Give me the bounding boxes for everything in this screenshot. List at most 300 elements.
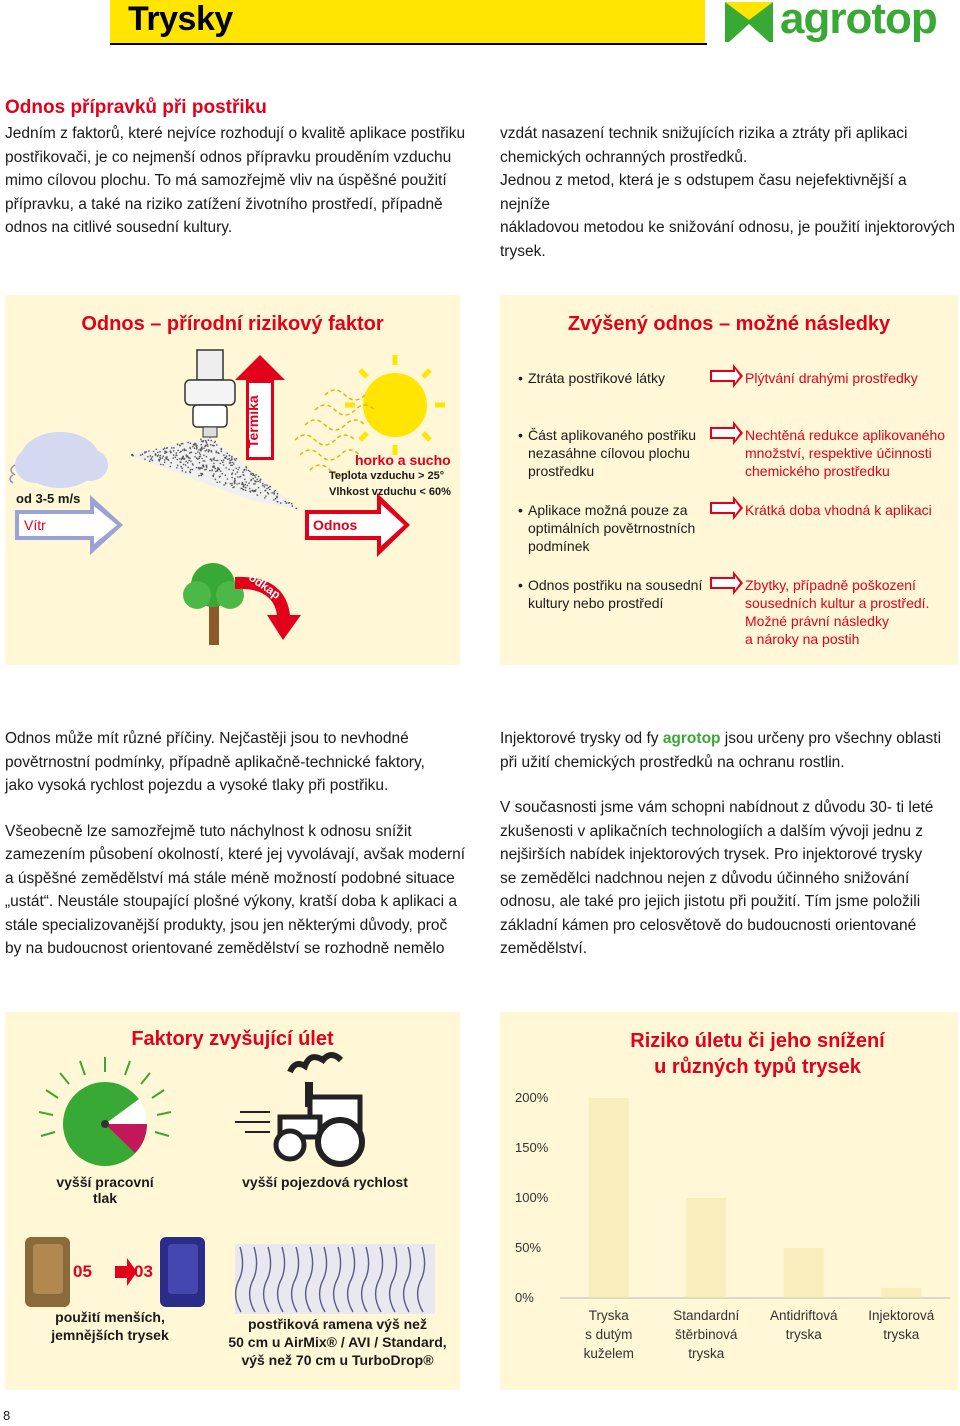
spray-droplet — [184, 448, 186, 450]
spray-droplet — [212, 458, 214, 460]
spray-droplet — [223, 454, 225, 456]
nozzle-05-icon — [25, 1237, 70, 1307]
body-line: Všeobecně lze samozřejmě tuto náchylnost k odnosu snížit — [5, 822, 412, 840]
spray-droplet — [249, 471, 251, 473]
spray-droplet — [257, 481, 259, 483]
label-line: postřiková ramena výš než — [248, 1316, 427, 1332]
spray-droplet — [164, 459, 166, 461]
nozzle-icon — [185, 350, 235, 437]
spray-droplet — [182, 457, 184, 459]
spray-droplet — [144, 451, 146, 453]
bar — [881, 1288, 921, 1298]
spray-droplet — [235, 468, 237, 470]
header-rule — [110, 43, 707, 45]
spray-droplet — [242, 471, 244, 473]
spray-droplet — [221, 448, 223, 450]
header-stub — [0, 0, 110, 45]
spray-droplet — [246, 467, 248, 469]
spray-droplet — [173, 450, 175, 452]
spray-droplet — [208, 439, 210, 441]
body-line: a úspěšné zemědělství má stále méně možností podobné situace — [5, 869, 455, 887]
intro-right-line: chemických ochranných prostředků. — [500, 148, 748, 166]
spray-droplet — [192, 464, 194, 466]
effect-line: Plýtvání drahými prostředky — [745, 370, 918, 386]
spray-droplet — [182, 470, 184, 472]
spray-droplet — [264, 497, 266, 499]
spray-droplet — [165, 457, 167, 459]
spray-droplet — [206, 465, 208, 467]
spray-droplet — [182, 449, 184, 451]
spray-droplet — [233, 463, 235, 465]
x-category-line: kuželem — [583, 1346, 634, 1361]
spray-droplet — [234, 481, 236, 483]
spray-droplet — [237, 471, 239, 473]
spray-droplet — [200, 439, 202, 441]
body-right-text — [500, 727, 955, 961]
spray-droplet — [229, 458, 231, 460]
spray-droplet — [209, 470, 211, 472]
spray-droplet — [266, 484, 268, 486]
x-category-line: tryska — [688, 1346, 725, 1361]
effect-item — [745, 369, 955, 387]
intro-left-line: přípravku, a také na riziko zatížení životního prostředí, případně — [5, 195, 443, 213]
spray-droplet — [265, 490, 267, 492]
effect-line: sousedních kultur a prostředí. — [745, 595, 930, 611]
spray-droplet — [219, 476, 221, 478]
spray-droplet — [205, 445, 207, 447]
arrow-icon — [710, 571, 743, 595]
effect-line: a nároky na postih — [745, 631, 860, 647]
spray-droplet — [248, 470, 250, 472]
spray-droplet — [151, 457, 153, 459]
spray-droplet — [231, 474, 233, 476]
spray-droplet — [258, 487, 260, 489]
body-line: základní kámen pro celosvětově do budoucnosti orientované — [500, 916, 917, 934]
agrotop-logo-icon — [725, 2, 773, 42]
label-line: jemnějších trysek — [51, 1327, 169, 1343]
body-line: „ustát“. Neustále stoupající plošné výkony, kratší doba k aplikaci a — [5, 893, 458, 910]
spray-droplet — [227, 478, 229, 480]
spray-droplet — [217, 482, 219, 484]
spray-droplet — [239, 476, 241, 478]
body-line: odnosu, ale také pro jejich jistotu při použití. Tím jsme položili — [500, 893, 921, 910]
spray-droplet — [197, 451, 199, 453]
spray-droplet — [252, 490, 254, 492]
spray-droplet — [227, 458, 229, 460]
spray-droplet — [191, 469, 193, 471]
temperature-label: Teplota vzduchu > 25° — [329, 470, 445, 482]
spray-droplet — [223, 459, 225, 461]
spray-droplet — [238, 483, 240, 485]
boom-height-label — [215, 1315, 460, 1369]
spray-droplet — [205, 469, 207, 471]
body-line: nejširších nabídek injektorových trysek. Pro injektorové trysky — [500, 846, 923, 863]
spray-droplet — [196, 467, 198, 469]
spray-cone — [130, 437, 300, 510]
spray-droplet — [202, 474, 204, 476]
spray-droplet — [209, 436, 211, 438]
arrow-icon — [710, 364, 743, 388]
spray-droplet — [267, 492, 269, 494]
spray-droplet — [200, 448, 202, 450]
spray-droplet — [274, 491, 276, 493]
intro-right-line: Jednou z metod, která je s odstupem času nejefektivnější a nejníže — [500, 172, 907, 213]
tree-icon — [183, 563, 244, 645]
spray-droplet — [164, 447, 166, 449]
spray-droplet — [164, 452, 166, 454]
spray-droplet — [219, 481, 221, 483]
spray-droplet — [255, 481, 257, 483]
spray-droplet — [170, 452, 172, 454]
spray-droplet — [231, 459, 233, 461]
spray-droplet — [228, 469, 230, 471]
wind-label: Vítr — [24, 517, 46, 533]
spray-droplet — [273, 492, 275, 494]
spray-droplet — [180, 461, 182, 463]
spray-droplet — [231, 485, 233, 487]
spray-droplet — [162, 457, 164, 459]
spray-droplet — [177, 465, 179, 467]
spray-droplet — [196, 457, 198, 459]
spray-droplet — [162, 464, 164, 466]
drip-label: odkap — [246, 570, 284, 602]
spray-droplet — [190, 443, 192, 445]
spray-droplet — [149, 460, 151, 462]
spray-droplet — [230, 462, 232, 464]
spray-droplet — [215, 479, 217, 481]
spray-droplet — [221, 460, 223, 462]
spray-droplet — [204, 469, 206, 471]
spray-droplet — [237, 469, 239, 471]
x-category-line: Antidriftová — [769, 1308, 838, 1323]
spray-droplet — [295, 508, 297, 510]
spray-droplet — [245, 469, 247, 471]
spray-droplet — [231, 456, 233, 458]
spray-droplet — [277, 493, 279, 495]
spray-droplet — [184, 458, 186, 460]
spray-droplet — [234, 479, 236, 481]
intro-left-text — [5, 122, 475, 240]
x-category-line: s dutým — [585, 1327, 633, 1342]
spray-droplet — [213, 463, 215, 465]
spray-droplet — [221, 473, 223, 475]
spray-droplet — [229, 460, 231, 462]
spray-droplet — [217, 452, 219, 454]
spray-droplet — [286, 502, 288, 504]
spray-droplet — [199, 468, 201, 470]
spray-droplet — [215, 460, 217, 462]
spray-droplet — [179, 458, 181, 460]
spray-droplet — [205, 440, 207, 442]
intro-left-line: mimo cílovou plochu. To má samozřejmě vliv na úspěšné použití — [5, 172, 447, 189]
spray-droplet — [190, 472, 192, 474]
spray-droplet — [242, 483, 244, 485]
intro-right-line: vzdát nasazení technik snižujících rizika a ztráty při aplikaci — [500, 125, 908, 142]
body-line: povětrnostní podmínky, případně aplikačně-technické faktory, — [5, 753, 425, 771]
effect-line: Možné právní následky — [745, 613, 889, 629]
spray-droplet — [152, 460, 154, 462]
spray-droplet — [240, 488, 242, 490]
body-line: jako vysoká rychlost pojezdu a vysoké tlaky při postřiku. — [5, 777, 389, 794]
spray-droplet — [254, 475, 256, 477]
panel-factors-title: Faktory zvyšující úlet — [131, 1028, 334, 1050]
spray-droplet — [196, 445, 198, 447]
spray-droplet — [250, 480, 252, 482]
spray-droplet — [199, 456, 201, 458]
intro-left-line: odnos na citlivé sousední kultury. — [5, 219, 233, 236]
spray-droplet — [176, 467, 178, 469]
effect-item — [745, 501, 955, 519]
x-category-label — [755, 1306, 853, 1344]
body-line: stále specializovanější produkty, jsou jen některými důvody, proč — [5, 916, 448, 934]
nozzle-03-label: 03 — [134, 1262, 153, 1281]
spray-droplet — [231, 483, 233, 485]
spray-droplet — [199, 462, 201, 464]
spray-droplet — [220, 463, 222, 465]
cause-line: • Část aplikovaného postřiku — [528, 427, 697, 443]
spray-droplet — [289, 502, 291, 504]
spray-droplet — [241, 483, 243, 485]
spray-droplet — [271, 492, 273, 494]
spray-droplet — [155, 454, 157, 456]
spray-droplet — [148, 450, 150, 452]
spray-droplet — [207, 444, 209, 446]
spray-droplet — [180, 451, 182, 453]
spray-droplet — [229, 455, 231, 457]
cause-item — [528, 576, 708, 612]
cause-line: optimálních povětrnostních — [528, 520, 696, 536]
spray-droplet — [216, 451, 218, 453]
spray-droplet — [224, 457, 226, 459]
spray-droplet — [262, 483, 264, 485]
spray-droplet — [237, 476, 239, 478]
spray-droplet — [159, 451, 161, 453]
spray-droplet — [177, 450, 179, 452]
spray-droplet — [259, 481, 261, 483]
cause-item — [528, 369, 708, 387]
effect-line: Krátká doba vhodná k aplikaci — [745, 502, 932, 518]
spray-droplet — [170, 466, 172, 468]
spray-droplet — [239, 467, 241, 469]
spray-droplet — [225, 467, 227, 469]
spray-droplet — [211, 440, 213, 442]
spray-droplet — [170, 462, 172, 464]
spray-droplet — [225, 474, 227, 476]
intro-left-line: Jedním z faktorů, které nejvíce rozhodují o kvalitě aplikace postřiku — [5, 125, 466, 142]
spray-droplet — [199, 452, 201, 454]
body-line: V současnosti jsme vám schopni nabídnout z důvodu 30- ti leté — [500, 799, 934, 816]
spray-droplet — [166, 447, 168, 449]
spray-droplet — [171, 447, 173, 449]
spray-droplet — [253, 473, 255, 475]
text-span: Injektorové trysky od fy — [500, 730, 663, 747]
spray-droplet — [260, 492, 262, 494]
spray-droplet — [176, 455, 178, 457]
cause-line: prostředku — [528, 463, 595, 479]
spray-droplet — [244, 479, 246, 481]
spray-droplet — [277, 501, 279, 503]
spray-droplet — [260, 479, 262, 481]
spray-droplet — [185, 454, 187, 456]
spray-droplet — [249, 488, 251, 490]
x-category-label — [658, 1306, 756, 1363]
effect-line: Zbytky, případně poškození — [745, 577, 916, 593]
x-category-line: štěrbinová — [675, 1327, 738, 1342]
spray-droplet — [243, 470, 245, 472]
drift-label: Odnos — [313, 517, 358, 533]
intro-heading: Odnos přípravků při postřiku — [5, 97, 267, 118]
spray-droplet — [206, 442, 208, 444]
spray-droplet — [222, 461, 224, 463]
spray-droplet — [211, 460, 213, 462]
spray-droplet — [247, 485, 249, 487]
effect-line: chemického prostředku — [745, 463, 890, 479]
page-title: Trysky — [128, 0, 233, 38]
spray-droplet — [266, 488, 268, 490]
x-category-line: Tryska — [588, 1308, 629, 1323]
sun-icon — [345, 355, 445, 455]
spray-droplet — [159, 457, 161, 459]
spray-droplet — [206, 456, 208, 458]
spray-droplet — [220, 470, 222, 472]
spray-droplet — [173, 447, 175, 449]
text-span: jsou určeny pro všechny oblasti — [720, 730, 942, 747]
spray-droplet — [234, 483, 236, 485]
bar — [784, 1248, 824, 1298]
x-category-label — [560, 1306, 658, 1363]
spray-droplet — [255, 476, 257, 478]
humidity-label: Vlhkost vzduchu < 60% — [329, 486, 451, 498]
spray-droplet — [210, 458, 212, 460]
intro-right-line: nákladovou metodou ke snižování odnosu, je použití injektorových — [500, 219, 955, 236]
spray-droplet — [187, 467, 189, 469]
cause-line: kultury nebo prostředí — [528, 595, 664, 611]
body-line: při užití chemických prostředků na ochranu rostlin. — [500, 753, 845, 771]
spray-droplet — [204, 460, 206, 462]
cause-item — [528, 426, 708, 480]
spray-droplet — [291, 503, 293, 505]
effect-line: množství, respektive účinnosti — [745, 445, 932, 461]
spray-droplet — [175, 457, 177, 459]
spray-droplet — [153, 451, 155, 453]
spray-droplet — [292, 505, 294, 507]
spray-droplet — [232, 487, 234, 489]
spray-droplet — [144, 458, 146, 460]
spray-droplet — [285, 501, 287, 503]
cause-line: podmínek — [528, 538, 590, 554]
x-category-line: Standardní — [673, 1308, 740, 1323]
nozzle-03-icon — [160, 1237, 205, 1307]
spray-droplet — [212, 475, 214, 477]
panel-drift-title: Odnos – přírodní rizikový faktor — [81, 313, 384, 335]
body-line: zemědělství. — [500, 940, 588, 957]
spray-droplet — [180, 466, 182, 468]
label-line: výš než 70 cm u TurboDrop® — [241, 1352, 434, 1368]
spray-droplet — [160, 455, 162, 457]
spray-droplet — [223, 464, 225, 466]
spray-droplet — [210, 444, 212, 446]
spray-droplet — [213, 473, 215, 475]
spray-droplet — [217, 460, 219, 462]
spray-droplet — [142, 453, 144, 455]
y-tick-label: 150% — [515, 1140, 549, 1155]
spray-droplet — [235, 460, 237, 462]
x-category-line: tryska — [883, 1327, 920, 1342]
spray-droplet — [177, 444, 179, 446]
body-line: zamezením působení okolností, které jej vyvolávají, avšak moderní — [5, 846, 466, 863]
y-tick-label: 100% — [515, 1190, 549, 1205]
spray-droplet — [215, 441, 217, 443]
spray-droplet — [242, 482, 244, 484]
spray-droplet — [157, 455, 159, 457]
spray-droplet — [190, 469, 192, 471]
panel-drift-factor — [5, 295, 460, 665]
spray-droplet — [202, 460, 204, 462]
spray-droplet — [234, 478, 236, 480]
spray-droplet — [269, 489, 271, 491]
spray-droplet — [216, 444, 218, 446]
bar — [589, 1098, 629, 1298]
spray-droplet — [202, 465, 204, 467]
tractor-icon — [235, 1055, 362, 1164]
spray-droplet — [185, 464, 187, 466]
spray-droplet — [164, 462, 166, 464]
spray-droplet — [157, 452, 159, 454]
arrow-icon — [710, 496, 743, 520]
spray-droplet — [177, 459, 179, 461]
cause-line: • Aplikace možná pouze za — [528, 502, 688, 518]
spray-droplet — [275, 498, 277, 500]
spray-droplet — [252, 478, 254, 480]
label-line: 50 cm u AirMix® / AVI / Standard, — [228, 1334, 447, 1350]
spray-droplet — [181, 459, 183, 461]
spray-droplet — [264, 486, 266, 488]
spray-droplet — [280, 502, 282, 504]
spray-droplet — [262, 485, 264, 487]
effect-line: Nechtěná redukce aplikovaného — [745, 427, 946, 443]
thermal-label: Termika — [245, 395, 261, 448]
panel-consequences — [500, 295, 958, 665]
spray-droplet — [150, 455, 152, 457]
spray-droplet — [235, 473, 237, 475]
panel-consequences-title: Zvýšený odnos – možné následky — [567, 313, 891, 335]
spray-droplet — [245, 490, 247, 492]
y-tick-label: 0% — [515, 1290, 534, 1305]
spray-droplet — [231, 477, 233, 479]
spray-droplet — [204, 450, 206, 452]
spray-droplet — [245, 487, 247, 489]
spray-droplet — [185, 461, 187, 463]
spray-droplet — [217, 469, 219, 471]
spray-droplet — [173, 454, 175, 456]
spray-droplet — [211, 469, 213, 471]
spray-droplet — [192, 446, 194, 448]
x-category-line: Injektorová — [868, 1308, 935, 1323]
chart-title-line: Riziko úletu či jeho snížení — [630, 1030, 885, 1052]
page-number: 8 — [3, 1408, 11, 1423]
spray-droplet — [233, 470, 235, 472]
spray-droplet — [200, 474, 202, 476]
spray-droplet — [255, 474, 257, 476]
spray-droplet — [203, 455, 205, 457]
spray-droplet — [160, 464, 162, 466]
spray-droplet — [273, 499, 275, 501]
spray-droplet — [181, 467, 183, 469]
body-line: zkušenosti v aplikačních technologiích a dalším vývoji jednu z — [500, 822, 924, 840]
spray-droplet — [201, 447, 203, 449]
agrotop-logo-text: agrotop — [780, 0, 937, 43]
spray-droplet — [221, 451, 223, 453]
